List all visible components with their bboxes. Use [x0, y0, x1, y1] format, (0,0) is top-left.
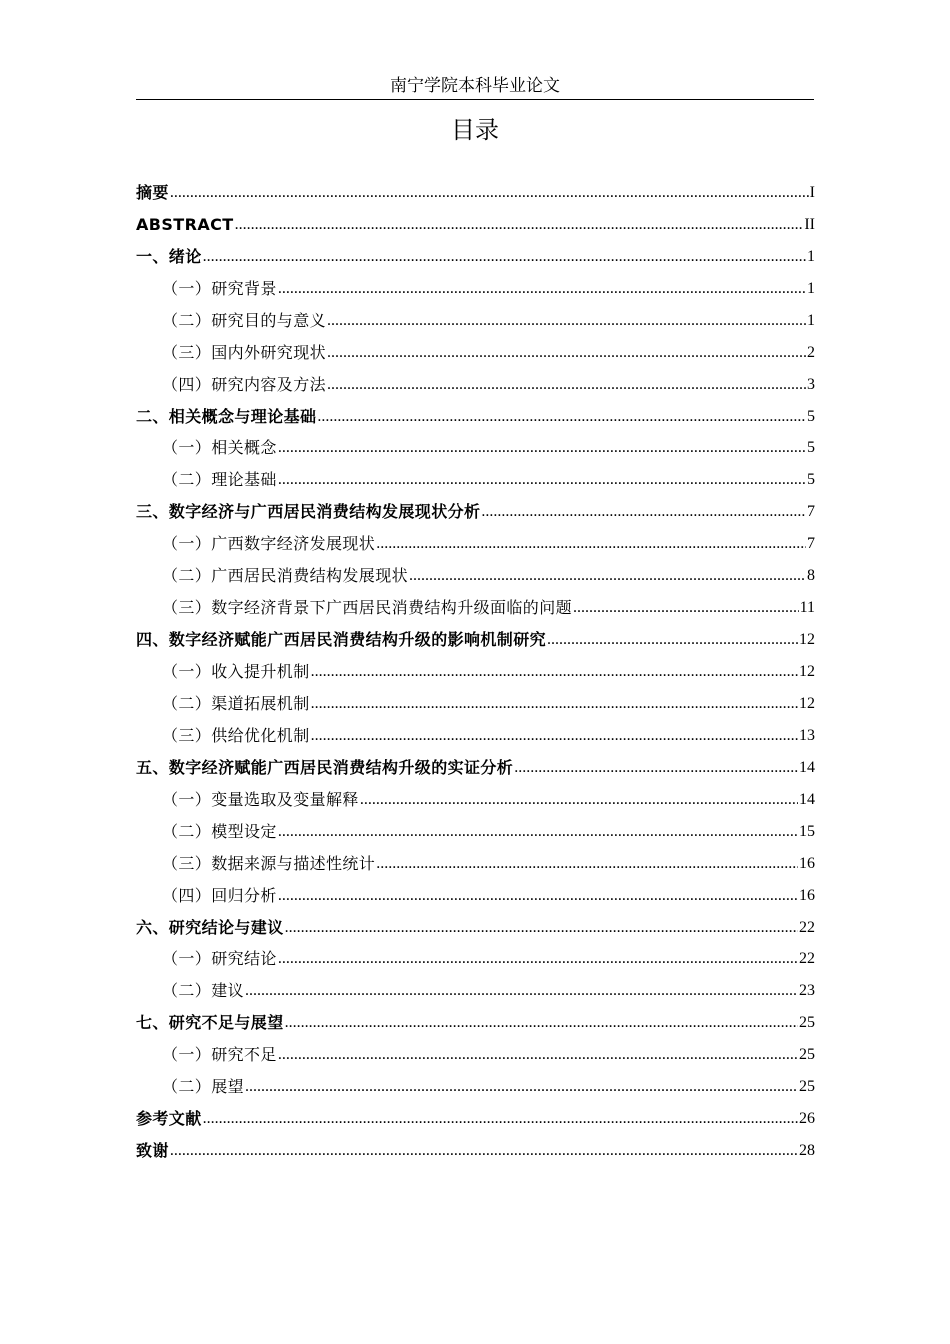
- toc-section-entry[interactable]: [136, 427, 815, 459]
- toc-page-number: 23: [799, 982, 815, 1000]
- toc-chapter-entry[interactable]: [136, 171, 815, 203]
- toc-entry-label: 四、数字经济赋能广西居民消费结构升级的影响机制研究: [136, 630, 547, 650]
- toc-dot-leader: [311, 694, 798, 714]
- toc-dot-leader: [203, 1109, 798, 1129]
- toc-entry-label: 二、相关概念与理论基础: [136, 406, 317, 426]
- toc-dot-leader: [203, 247, 806, 267]
- toc-chapter-entry[interactable]: [136, 618, 815, 650]
- toc-dot-leader: [360, 790, 798, 810]
- toc-chapter-entry[interactable]: [136, 1097, 815, 1129]
- toc-dot-leader: [327, 343, 806, 363]
- toc-dot-leader: [285, 918, 798, 938]
- toc-chapter-entry[interactable]: [136, 235, 815, 267]
- toc-dot-leader: [311, 662, 798, 682]
- toc-page-number: 1: [807, 279, 815, 297]
- toc-dot-leader: [278, 438, 806, 458]
- toc-page-number: 13: [799, 726, 815, 744]
- toc-chapter-entry[interactable]: [136, 746, 815, 778]
- toc-dot-leader: [278, 886, 798, 906]
- toc-page-number: 5: [807, 407, 815, 425]
- toc-entry-label: （三）供给优化机制: [162, 725, 310, 745]
- toc-dot-leader: [278, 279, 806, 299]
- toc-page-number: 3: [807, 375, 815, 393]
- toc-dot-leader: [278, 470, 806, 490]
- toc-section-entry[interactable]: [136, 938, 815, 970]
- toc-dot-leader: [245, 1077, 798, 1097]
- toc-entry-label: 三、数字经济与广西居民消费结构发展现状分析: [136, 502, 481, 522]
- toc-page-number: 25: [799, 1078, 815, 1096]
- toc-dot-leader: [278, 1045, 798, 1065]
- toc-page-number: 7: [807, 503, 815, 521]
- toc-page-number: 5: [807, 439, 815, 457]
- toc-section-entry[interactable]: [136, 299, 815, 331]
- toc-chapter-entry[interactable]: [136, 1001, 815, 1033]
- toc-chapter-entry[interactable]: [136, 395, 815, 427]
- toc-page-number: 14: [799, 790, 815, 808]
- toc-section-entry[interactable]: [136, 810, 815, 842]
- toc-dot-leader: [376, 534, 806, 554]
- toc-dot-leader: [245, 981, 798, 1001]
- toc-entry-label: （二）研究目的与意义: [162, 310, 327, 330]
- toc-page-number: 11: [799, 599, 815, 617]
- toc-section-entry[interactable]: [136, 267, 815, 299]
- toc-entry-label: （二）建议: [162, 981, 245, 1001]
- toc-page-number: 7: [807, 535, 815, 553]
- toc-chapter-entry[interactable]: [136, 203, 815, 235]
- toc-page-number: 16: [799, 854, 815, 872]
- toc-page-number: 26: [799, 1110, 815, 1128]
- toc-dot-leader: [573, 598, 799, 618]
- toc-section-entry[interactable]: [136, 714, 815, 746]
- toc-section-entry[interactable]: [136, 778, 815, 810]
- toc-entry-label: （二）理论基础: [162, 470, 277, 490]
- toc-dot-leader: [376, 854, 798, 874]
- toc-dot-leader: [278, 822, 798, 842]
- toc-entry-label: （一）相关概念: [162, 438, 277, 458]
- toc-chapter-entry[interactable]: [136, 906, 815, 938]
- toc-page-number: 12: [799, 631, 815, 649]
- toc-dot-leader: [170, 1141, 798, 1161]
- toc-page-number: 1: [807, 311, 815, 329]
- toc-entry-label: （一）广西数字经济发展现状: [162, 534, 376, 554]
- toc-entry-label: （三）数字经济背景下广西居民消费结构升级面临的问题: [162, 598, 573, 618]
- toc-entry-label: （一）研究结论: [162, 949, 277, 969]
- toc-chapter-entry[interactable]: [136, 1129, 815, 1161]
- toc-entry-label: （一）变量选取及变量解释: [162, 789, 359, 809]
- toc-section-entry[interactable]: [136, 842, 815, 874]
- toc-page-number: 5: [807, 471, 815, 489]
- toc-entry-label: （二）模型设定: [162, 821, 277, 841]
- toc-entry-label: （三）国内外研究现状: [162, 342, 327, 362]
- toc-entry-label: 致谢: [136, 1141, 169, 1161]
- toc-page-number: 25: [799, 1014, 815, 1032]
- toc-section-entry[interactable]: [136, 969, 815, 1001]
- toc-entry-label: ABSTRACT: [136, 214, 234, 234]
- toc-page-number: 12: [799, 694, 815, 712]
- toc-dot-leader: [278, 949, 798, 969]
- toc-page-number: 12: [799, 663, 815, 680]
- toc-page-number: 14: [799, 758, 815, 776]
- toc-section-entry[interactable]: [136, 682, 815, 714]
- toc-dot-leader: [235, 215, 804, 235]
- toc-section-entry[interactable]: [136, 1033, 815, 1065]
- header-rule: [136, 99, 814, 100]
- toc-entry-label: 六、研究结论与建议: [136, 917, 284, 937]
- toc-entry-label: 五、数字经济赋能广西居民消费结构升级的实证分析: [136, 757, 514, 777]
- toc-section-entry[interactable]: [136, 874, 815, 906]
- toc-section-entry[interactable]: [136, 554, 815, 586]
- toc-dot-leader: [285, 1013, 798, 1033]
- toc-dot-leader: [327, 375, 806, 395]
- toc-entry-label: 一、绪论: [136, 246, 202, 266]
- toc-section-entry[interactable]: [136, 650, 815, 682]
- toc-page-number: 15: [799, 822, 815, 840]
- toc-page-number: 25: [799, 1046, 815, 1064]
- toc-page-number: 8: [807, 567, 815, 585]
- toc-dot-leader: [317, 407, 806, 427]
- toc-entry-label: （三）数据来源与描述性统计: [162, 853, 376, 873]
- toc-entry-label: （二）展望: [162, 1077, 245, 1097]
- toc-section-entry[interactable]: [136, 586, 815, 618]
- toc-entry-label: （一）研究背景: [162, 278, 277, 298]
- toc-title: 目录: [451, 116, 499, 144]
- toc-dot-leader: [327, 311, 806, 331]
- toc-page-number: II: [804, 215, 815, 233]
- toc-page-number: 16: [799, 886, 815, 904]
- toc-section-entry[interactable]: [136, 1065, 815, 1097]
- toc-chapter-entry[interactable]: [136, 490, 815, 522]
- toc-dot-leader: [481, 502, 806, 522]
- toc-page-number: 2: [807, 343, 815, 361]
- toc-dot-leader: [514, 758, 798, 778]
- toc-dot-leader: [547, 630, 798, 650]
- toc-entry-label: （一）研究不足: [162, 1045, 277, 1065]
- toc-section-entry[interactable]: [136, 331, 815, 363]
- toc-entry-label: （四）研究内容及方法: [162, 374, 327, 394]
- toc-entry-label: 摘要: [136, 182, 169, 202]
- toc-page-number: 22: [799, 950, 815, 968]
- toc-entry-label: （二）广西居民消费结构发展现状: [162, 566, 409, 586]
- toc-page-number: 1: [807, 247, 815, 265]
- toc-section-entry[interactable]: [136, 522, 815, 554]
- toc-entry-label: （四）回归分析: [162, 885, 277, 905]
- toc-page-number: I: [809, 183, 815, 201]
- toc-entry-label: （二）渠道拓展机制: [162, 693, 310, 713]
- toc-entry-label: 七、研究不足与展望: [136, 1013, 284, 1033]
- toc-entry-label: （一）收入提升机制: [162, 662, 310, 681]
- running-header: 南宁学院本科毕业论文: [390, 76, 560, 96]
- toc-section-entry[interactable]: [136, 363, 815, 395]
- toc-section-entry[interactable]: [136, 458, 815, 490]
- toc-dot-leader: [311, 726, 798, 746]
- table-of-contents: [136, 171, 815, 1161]
- toc-page-number: 22: [799, 918, 815, 936]
- toc-dot-leader: [170, 183, 809, 203]
- toc-entry-label: 参考文献: [136, 1109, 202, 1129]
- toc-dot-leader: [409, 566, 806, 586]
- toc-page-number: 28: [799, 1142, 815, 1160]
